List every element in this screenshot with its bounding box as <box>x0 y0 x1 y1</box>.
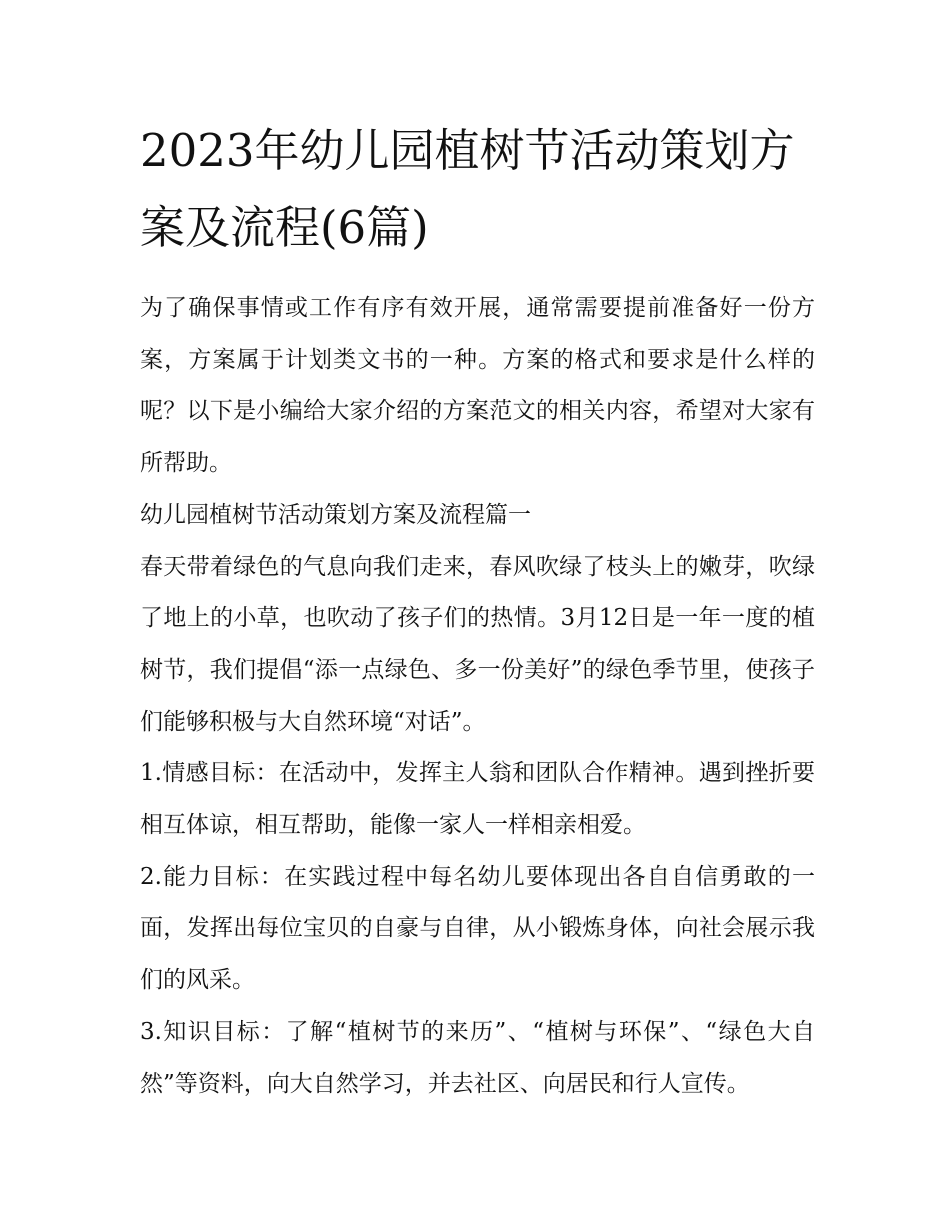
section-paragraph: 春天带着绿色的气息向我们走来，春风吹绿了枝头上的嫩芽，吹绿了地上的小草，也吹动了孩子们的热情。3月12日是一年一度的植树节，我们提倡“添一点绿色、多一份美好”的绿色季节里，使孩子们能够积极与大自然环境“对话”。 <box>140 553 815 735</box>
document-title: 2023年幼儿园植树节活动策划方案及流程(6篇) <box>140 124 795 254</box>
goal-ability: 2.能力目标：在实践过程中每名幼儿要体现出各自自信勇敢的一面，发挥出每位宝贝的自豪与自律，从小锻炼身体，向社会展示我们的风采。 <box>140 863 815 994</box>
goal-emotional: 1.情感目标：在活动中，发挥主人翁和团队合作精神。遇到挫折要相互体谅，相互帮助，能像一家人一样相亲相爱。 <box>140 760 815 839</box>
intro-paragraph: 为了确保事情或工作有序有效开展，通常需要提前准备好一份方案，方案属于计划类文书的一种。方案的格式和要求是什么样的呢？以下是小编给大家介绍的方案范文的相关内容，希望对大家有所帮助。 <box>140 295 815 477</box>
goal-knowledge: 3.知识目标：了解“植树节的来历”、“植树与环保”、“绿色大自然”等资料，向大自然学习，并去社区、向居民和行人宣传。 <box>140 1018 815 1097</box>
section-heading: 幼儿园植树节活动策划方案及流程篇一 <box>140 501 531 528</box>
document-page <box>140 112 815 1110</box>
